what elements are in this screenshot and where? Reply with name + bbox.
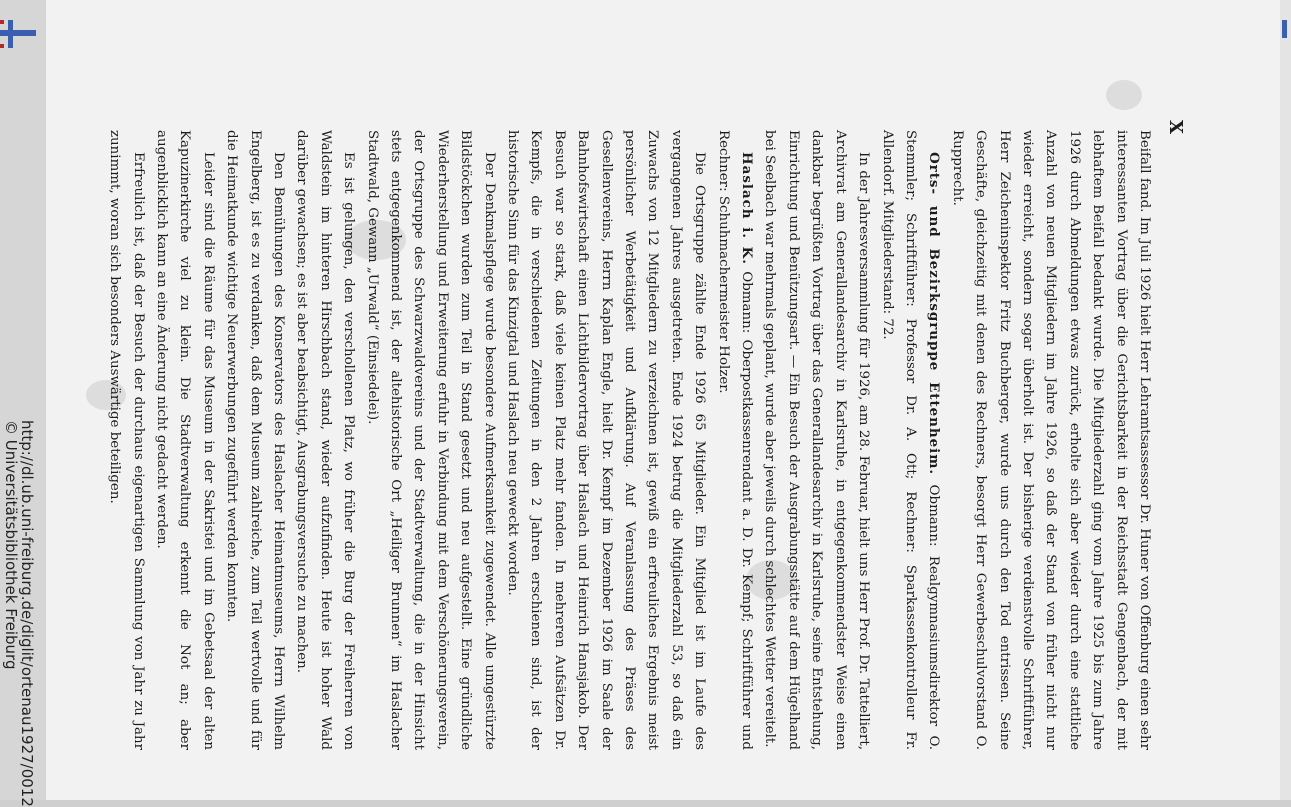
paragraph-text: Leider sind die Räume für das Museum in der Sakristei und im Gebetsaal der alten Kapuzinerkirche viel zu klein. Die Stadtverwaltung erkennt die Not an; aber augenblicklich kann an eine Änderung nicht gedacht werden. (153, 130, 216, 750)
body-paragraph (150, 130, 220, 750)
paragraph-text: Obmann: Realgymnasiumsdirektor O. Stemmler; Schriftführer: Professor Dr. A. Ott; Rechner: Sparkassenkontrolleur Fr. Allendorf. Mitgliederstand: 72. (879, 130, 942, 750)
body-paragraph (220, 130, 290, 750)
section-heading-paragraph (875, 130, 945, 750)
body-paragraph (103, 130, 150, 750)
library-logo-icon (0, 18, 36, 50)
paragraph-text: Beifall fand. Im Juli 1926 hielt Herr Lehramtsassessor Dr. Huner von Offenburg einen sehr interessanten Vortrag über die Gerichtsbarkeit in der Reichsstadt Gengenbach, der mit lebhaftem Beifall bedankt wurde. Die Mitgliederzahl ging vom Jahre 1925 bis zum Jahre 1926 durch Abmeldungen etwas zurück, erholte sich aber wieder durch eine stattliche Anzahl von neuen Mitgliedern im Jahre 1926, so daß der Stand von früher nicht nur wieder erreicht, sondern sogar überholt ist. Der bisherige verdienstvolle Schriftführer, Herr Zeicheninspektor Fritz Buchberger, wurde uns durch den Tod entrissen. Seine Geschäfte, gleichzeitig mit denen des Rechners, besorgt Herr Gewerbeschulvorstand O. Rupprecht. (949, 130, 1152, 750)
viewer-left-margin: http://dl.ub.uni-freiburg.de/diglit/ortenau1927/0012 © Universitätsbibliothek Freiburg (0, 0, 46, 800)
paragraph-text: Die Ortsgruppe zählte Ende 1926 65 Mitglieder. Ein Mitglied ist im Laufe des vergangenen Jahres ausgetreten. Ende 1924 betrug die Mitgliederzahl 53, so daß ein Zuwachs von 12 Mitgliedern zu verzeichnen ist, gewiß ein erfreuliches Ergebnis meist persönlicher Werbetätigkeit und Aufklärung. Auf Veranlassung des Präses des Gesellenvereins, Herrn Kaplan Engle, hielt Dr. Kempf im Dezember 1926 im Saale der Bahnhofswirtschaft einen Lichtbildervortrag über Haslach und Heinrich Hansjakob. Der Besuch war so stark, daß viele keinen Platz mehr fanden. In mehreren Aufsätzen Dr. Kempfs, die in verschiedenen Zeitungen in den 2 Jahren erschienen sind, ist der historische Sinn für das Kinzigtal und Haslach neu geweckt worden. (505, 130, 708, 750)
body-paragraph (501, 130, 712, 750)
page-body-text (103, 130, 1156, 750)
paragraph-text: Erfreulich ist, daß der Besuch der durchaus eigenartigen Sammlung von Jahr zu Jahr zunimmt, woran sich besonders Auswärtige beteiligen. (107, 130, 146, 750)
paragraph-text: Obmann: Oberpostkassenrendant a. D. Dr. Kempf; Schriftführer und Rechner: Schuhmachermeister Holzer. (715, 130, 755, 750)
scan-speck (1106, 80, 1142, 110)
section-heading: Haslach i. K. (739, 152, 756, 265)
paragraph-text: In der Jahresversammlung für 1926, am 28. Februar, hielt uns Herr Prof. Dr. Tattelliert, Archivrat am Generallandesarchiv in Karlsruhe, in entgegenkommendster Weise einen dankbar begrüßten Vortrag über das Generallandesarchiv in Karlsruhe, seine Entstehung, Einrichtung und Benützungsart. — Ein Besuch der Ausgrabungsstätte auf dem Hügelhand bei Seelbach war mehrmals geplant, wurde aber jeweils durch schlechtes Wetter vereitelt. (762, 130, 872, 750)
page-edge-marker-icon (1281, 20, 1288, 38)
paragraph-text: Den Bemühungen des Konservators des Haslacher Heimatmuseums, Herrn Wilhelm Engelberg, ist es zu verdanken, daß dem Museum zahlreiche, zum Teil wertvolle und für die Heimatkunde wichtige Neuerwerbungen zugeführt werden konnten. (224, 130, 286, 750)
viewer-right-margin (1280, 0, 1291, 800)
body-paragraph (758, 130, 875, 750)
body-paragraph (290, 130, 360, 750)
body-paragraph (945, 130, 1156, 750)
paragraph-text: Der Denkmalspflege wurde besondere Aufmerksamkeit zugewendet. Alle umgestürzte Bildstöckchen wurden zum Teil in Stand gesetzt und neu aufgestellt. Eine gründliche Wiederherstellung und Erweiterung erfuhr in Verbindung mit dem Verschönerungsverein, der Ortsgruppe des Schwarzwaldvereins und der Stadtverwaltung, die in der Hinsicht stets entgegenkommend ist, der altehistorische Ort „Heiliger Brunnen“ im Haslacher Stadtwald, Gewann „Urwald“ (Einsiedelei). (364, 130, 497, 750)
body-paragraph (360, 130, 500, 750)
section-heading-paragraph (711, 130, 758, 750)
section-heading: Orts- und Bezirksgruppe Ettenheim. (926, 152, 943, 476)
rotated-text-block (107, 120, 1186, 750)
page-number: X (1165, 120, 1186, 134)
paragraph-text: Es ist gelungen, den verschollenen Platz, wo früher die Burg der Freiherren von Waldstein im hinteren Hirschbach stand, wieder aufzufinden. Heute ist hoher Wald darüber gewachsen; es ist aber beabsichtigt, Ausgrabungsversuche zu machen. (294, 130, 357, 750)
